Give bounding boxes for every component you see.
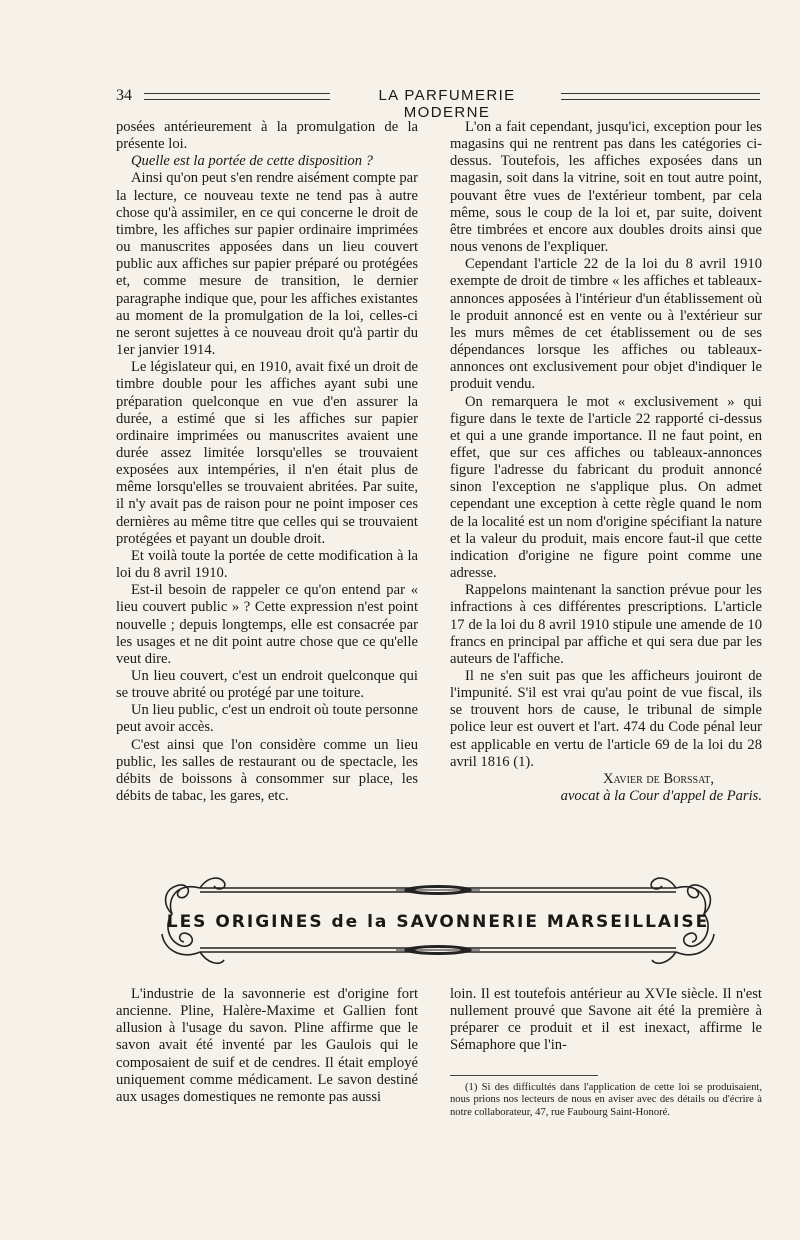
paragraph: Est-il besoin de rappeler ce qu'on entend par « lieu couvert public » ? Cette expression n'est point nouvelle ; depuis longtemps, elle est consacrée par les usages et ne dit point autre chose que ce qu'elle veut dire. bbox=[116, 582, 418, 667]
footnote-rule bbox=[450, 1075, 598, 1076]
paragraph: Cependant l'article 22 de la loi du 8 avril 1910 exempte de droit de timbre « les affiches et tableaux-annonces apposées à l'intérieur d'un établissement où le produit annoncé est en vente ou à l'extérieur sur les murs mêmes de cet établissement ou de ses dépendances lorsque les affiches ou tableaux-annonces ont exclusivement pour objet d'indiquer le produit vendu. bbox=[450, 256, 762, 393]
second-article-column-right bbox=[450, 986, 762, 1055]
footnote-text: (1) Si des difficultés dans l'application de cette loi se produisaient, nous prions nos lecteurs de nous en aviser avec des détails ou d'écrire à notre collaborateur, 47, rue Faubourg Saint-Honoré. bbox=[450, 1082, 762, 1118]
question-heading: Quelle est la portée de cette disposition ? bbox=[131, 153, 373, 170]
journal-title: LA PARFUMERIE MODERNE bbox=[378, 87, 516, 121]
paragraph: Rappelons maintenant la sanction prévue pour les infractions à ces différentes prescriptions. L'article 17 de la loi du 8 avril 1910 stipule une amende de 10 francs en principal par affiche et qui sera due par les auteurs de l'affiche. bbox=[450, 582, 762, 667]
author-signature: Xavier de Borssat, bbox=[602, 770, 714, 787]
paragraph: Et voilà toute la portée de cette modification à la loi du 8 avril 1910. bbox=[116, 547, 418, 582]
second-article-column-left bbox=[116, 986, 418, 1106]
author-title: avocat à la Cour d'appel de Paris. bbox=[560, 788, 762, 805]
footnote bbox=[450, 1082, 762, 1119]
paragraph: Il ne s'en suit pas que les afficheurs jouiront de l'impunité. S'il est vrai qu'au point de vue fiscal, ils se trouvent hors de cause, le tribunal de simple police leur est ouvert et l'art. 474 du Code pénal leur est applicable en vertu de l'article 69 de la loi du 28 avril 1816 (1). bbox=[450, 668, 762, 770]
paragraph: On remarquera le mot « exclusivement » qui figure dans le texte de l'article 22 rapporté ci-dessus et qui a une grande importance. Il ne faut point, en effet, que sur ces affiches ou tableaux-annonces figure l'adresse du fabricant du produit annoncé sinon l'exception ne s'applique plus. On admet cependant une exception à cette règle quand le nom de la localité est un nom d'origine spécifiant la nature et la valeur du produit, mais encore faut-il que cette indication d'origine ne figure point comme une adresse. bbox=[450, 393, 762, 582]
section-banner bbox=[158, 868, 718, 974]
paragraph: Un lieu couvert, c'est un endroit quelconque qui se trouve abrité ou protégé par une toiture. bbox=[116, 668, 418, 702]
paragraph: L'on a fait cependant, jusqu'ici, exception pour les magasins qui ne rentrent pas dans les catégories ci-dessus. Toutefois, les affiches exposées dans un magasin, soit dans la vitrine, soit en tout autre point, pouvant être vues de l'extérieur tombent, par cela même, sous le coup de la loi et, par suite, doivent être timbrées et encore aux doubles droits ainsi que nous venons de l'expliquer. bbox=[450, 119, 762, 256]
paragraph: posées antérieurement à la promulgation de la présente loi. bbox=[116, 119, 418, 153]
header-rule-left bbox=[144, 93, 330, 100]
paragraph: loin. Il est toutefois antérieur au XVIe siècle. Il n'est nullement prouvé que Savone ait été la première à préparer ce produit et il est inexact, affirme le Sémaphore que l'in- bbox=[450, 986, 762, 1054]
running-header bbox=[116, 86, 760, 121]
article-column-right bbox=[450, 119, 762, 805]
section-title: LES ORIGINES de la SAVONNERIE MARSEILLAISE bbox=[166, 912, 710, 932]
paragraph: L'industrie de la savonnerie est d'origine fort ancienne. Pline, Halère-Maxime et Gallien font allusion à l'usage du savon. Pline affirme que le savon avait été inventé par les Gaulois qui le composaient de suif et de cendres. Il était employé uniquement comme médicament. Le savon destiné aux usages domestiques ne remonte pas aussi bbox=[116, 986, 418, 1105]
paragraph: Un lieu public, c'est un endroit où toute personne peut avoir accès. bbox=[116, 702, 418, 736]
page-number: 34 bbox=[116, 87, 132, 104]
header-rule-right bbox=[561, 93, 760, 100]
paragraph: Ainsi qu'on peut s'en rendre aisément compte par la lecture, ce nouveau texte ne tend pas à autre chose qu'à assimiler, en ce qui concerne le droit de timbre, les affiches sur papier ordinaire imprimées ou manuscrites apposées dans un lieu couvert public aux affiches sur papier préparé ou protégées et, comme mesure de transition, le dernier paragraphe indique que, pour les affiches existantes au moment de la promulgation de la loi, celles-ci ne seront sujettes à ce nouveau droit qu'à partir du 1er janvier 1914. bbox=[116, 170, 418, 359]
article-column-left bbox=[116, 119, 418, 805]
paragraph: C'est ainsi que l'on considère comme un lieu public, les salles de restaurant ou de spectacle, les débits de boissons à consommer sur place, les débits de tabac, les gares, etc. bbox=[116, 736, 418, 805]
paragraph: Le législateur qui, en 1910, avait fixé un droit de timbre double pour les affiches ayant subi une préparation quelconque en vue d'en assurer la durée, a estimé que si les affiches sur papier ordinaire imprimées ou manuscrites avaient une durée assez limitée lorsqu'elles se trouvaient exposées aux intempéries, il n'en était plus de même lorsqu'elles se trouvaient abritées. Par suite, il n'y avait pas de raison pour ne point imposer ces dernières au même titre que celles qui se trouvaient protégées et payant un double droit. bbox=[116, 359, 418, 547]
